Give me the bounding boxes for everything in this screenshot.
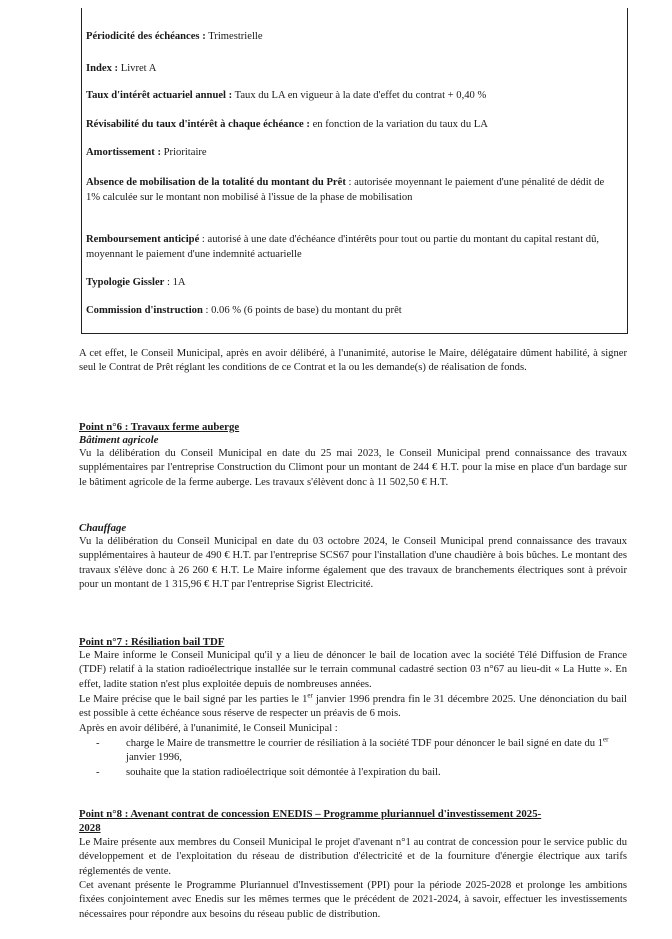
term-amortissement: Amortissement : Prioritaire xyxy=(86,147,207,158)
conclusion-paragraph: A cet effet, le Conseil Municipal, après en avoir délibéré, à l'unanimité, autorise le Maire, délégataire dûment habilité, à signer seul le Contrat de Prêt réglant les conditions de ce Contrat et la ou les demande(s) de réalisation de fonds. xyxy=(79,348,627,374)
point8-title-line1: Point n°8 : Avenant contrat de concession ENEDIS – Programme pluriannuel d'investissement 2025- xyxy=(79,808,542,820)
point8-text1: Le Maire présente aux membres du Conseil Municipal le projet d'avenant n°1 au contrat de concession pour le service public du développement et de l'exploitation du réseau de distribution d'électricité et de la fourniture d'énergie électrique aux tarifs réglementés de vente. xyxy=(79,837,627,877)
term-commission: Commission d'instruction : 0.06 % (6 points de base) du montant du prêt xyxy=(86,305,402,316)
term-periodicite: Périodicité des échéances : Trimestrielle xyxy=(86,31,263,42)
list-item: - charge le Maire de transmettre le courrier de résiliation à la société TDF pour dénoncer le bail signé en date du 1er janvier 1996, xyxy=(96,737,627,766)
point7-title: Point n°7 : Résiliation bail TDF xyxy=(79,636,225,648)
point6-chauffage-text: Vu la délibération du Conseil Municipal en date du 03 octobre 2024, le Conseil Municipal prend connaissance des travaux supplémentaires à hauteur de 490 € H.T. par l'entreprise SCS67 pour l'installation d'une chaudière à bois bûches. Le montant des travaux s'élève donc à 26 260 € H.T. Le Maire informe également que des travaux de branchements électriques sont à prévoir pour un montant de 1 315,96 € H.T par l'entreprise Sigrist Electricité. xyxy=(79,536,627,590)
point7-text3: Après en avoir délibéré, à l'unanimité, le Conseil Municipal : xyxy=(79,723,338,734)
term-remboursement-anticipe: Remboursement anticipé : autorisé à une date d'échéance d'intérêts pour tout ou partie du montant du capital restant dû, moyennant le paiement d'une indemnité actuarielle xyxy=(86,234,600,260)
term-revisabilite: Révisabilité du taux d'intérêt à chaque échéance : en fonction de la variation du taux du LA xyxy=(86,119,488,130)
list-item: - souhaite que la station radioélectrique soit démontée à l'expiration du bail. xyxy=(96,766,627,780)
point7-text2: Le Maire précise que le bail signé par les parties le 1er janvier 1996 prendra fin le 31 décembre 2025. Une dénonciation du bail est possible à cette échéance sous réserve de respecter un préavis de 6 mois. xyxy=(79,691,627,720)
point7-text1: Le Maire informe le Conseil Municipal qu'il y a lieu de dénoncer le bail de location avec la société Télé Diffusion de France (TDF) relatif à la station radioélectrique installée sur le terrain communal cadastré section 03 n°67 au lieu-dit « La Hutte ». En effet, ladite station n'est plus exploitée depuis de nombreuses années. xyxy=(79,650,627,690)
point6-batiment-title: Bâtiment agricole xyxy=(79,434,159,446)
point7-list xyxy=(96,737,627,780)
point6-batiment-text: Vu la délibération du Conseil Municipal en date du 25 mai 2023, le Conseil Municipal prend connaissance des travaux supplémentaires par l'entreprise Construction du Climont pour un montant de 244 € H.T. pour la mise en place d'un bardage sur le bâtiment agricole de la ferme auberge. Les travaux s'élèvent donc à 11 502,50 € H.T. xyxy=(79,448,627,488)
point6-chauffage-title: Chauffage xyxy=(79,522,127,534)
term-index: Index : Livret A xyxy=(86,63,157,74)
term-absence-mobilisation: Absence de mobilisation de la totalité du montant du Prêt : autorisée moyennant le paiement d'une pénalité de dédit de 1% calculée sur le montant non mobilisé à l'issue de la phase de mobilisation xyxy=(86,177,605,203)
point8-text2: Cet avenant présente le Programme Pluriannuel d'Investissement (PPI) pour la période 2025-2028 et prolonge les ambitions fixées conjointement avec Enedis sur les mêmes termes que le précédent de 2021-2024, à savoir, effectuer les investissements nécessaires pour répondre aux besoins du réseau public de distribution. xyxy=(79,880,627,920)
point6-title: Point n°6 : Travaux ferme auberge xyxy=(79,421,240,433)
term-gissler: Typologie Gissler : 1A xyxy=(86,277,186,288)
point8-title-line2: 2028 xyxy=(79,822,101,834)
term-taux: Taux d'intérêt actuariel annuel : Taux du LA en vigueur à la date d'effet du contrat + 0,40 % xyxy=(86,90,487,101)
